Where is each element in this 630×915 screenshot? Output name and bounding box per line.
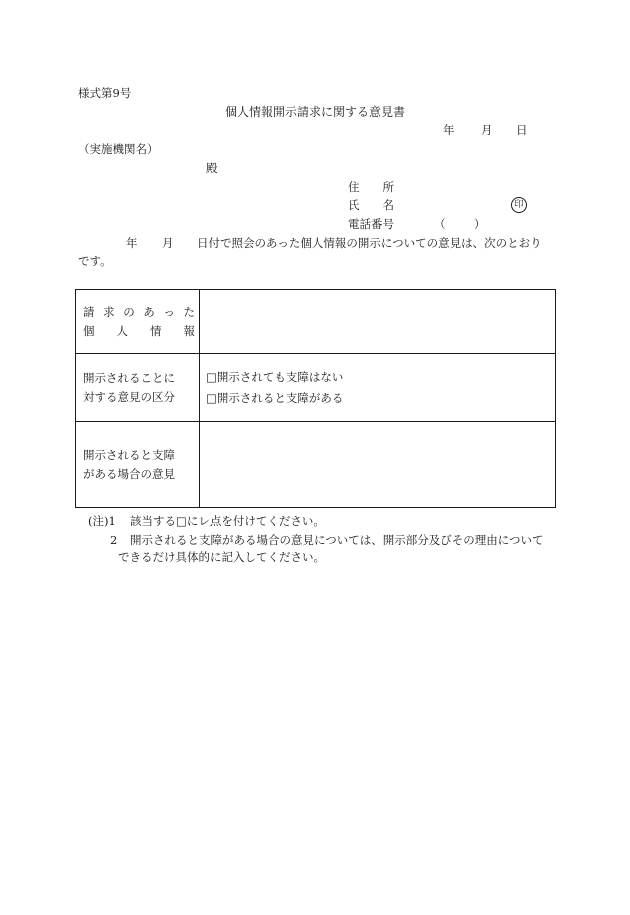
document-title: 個人情報開示請求に関する意見書 xyxy=(224,105,405,119)
opinion-category-field xyxy=(200,354,556,422)
note-1-text: 該当する□にレ点を付けてください。 xyxy=(130,514,325,528)
requested-info-field[interactable] xyxy=(200,290,556,354)
date-day-label: 日 xyxy=(516,123,528,137)
phone-paren-open: （ xyxy=(434,217,446,231)
body-text-line1: 日付で照会のあった個人情報の開示についての意見は、次のとおり xyxy=(197,236,542,250)
honorific-dono: 殿 xyxy=(206,161,218,175)
phone-label: 電話番号 xyxy=(348,217,394,231)
form-number: 様式第9号 xyxy=(78,86,132,100)
note-2-text-line2: できるだけ具体的に記入してください。 xyxy=(118,550,325,564)
option-hindrance-checkbox[interactable]: □開示されると支障がある xyxy=(206,390,344,405)
requested-info-label xyxy=(76,290,200,354)
option-no-hindrance-checkbox[interactable]: □開示されても支障はない xyxy=(206,369,344,384)
agency-name-placeholder: （実施機関名） xyxy=(78,142,159,156)
address-label: 住 所 xyxy=(348,180,394,194)
date-year-label: 年 xyxy=(443,123,455,137)
name-label: 氏 名 xyxy=(348,198,394,212)
table-row-requested-info xyxy=(76,290,556,354)
requested-info-label-line2: 個 人 情 報 xyxy=(83,323,195,338)
note-2-text-line1: 開示されると支障がある場合の意見については、開示部分及びその理由について xyxy=(130,533,544,547)
date-month-label: 月 xyxy=(481,123,493,137)
hindrance-opinion-label: 開示されると支障 がある場合の意見 xyxy=(76,422,200,508)
note-2-number: 2 xyxy=(110,533,118,547)
table-row-hindrance-opinion xyxy=(76,422,556,508)
opinion-table xyxy=(75,289,556,508)
notes-label: (注)1 xyxy=(88,514,116,528)
opinion-category-label: 開示されることに 対する意見の区分 xyxy=(76,354,200,422)
requested-info-label-line1: 請 求 の あ っ た xyxy=(83,304,195,319)
body-month-label: 月 xyxy=(162,236,174,250)
body-year-label: 年 xyxy=(126,236,138,250)
hindrance-opinion-field[interactable] xyxy=(200,422,556,508)
seal-mark: 印 xyxy=(511,197,527,213)
table-row-opinion-category xyxy=(76,354,556,422)
phone-paren-close: ） xyxy=(474,217,486,231)
body-text-line2: です。 xyxy=(78,254,112,268)
